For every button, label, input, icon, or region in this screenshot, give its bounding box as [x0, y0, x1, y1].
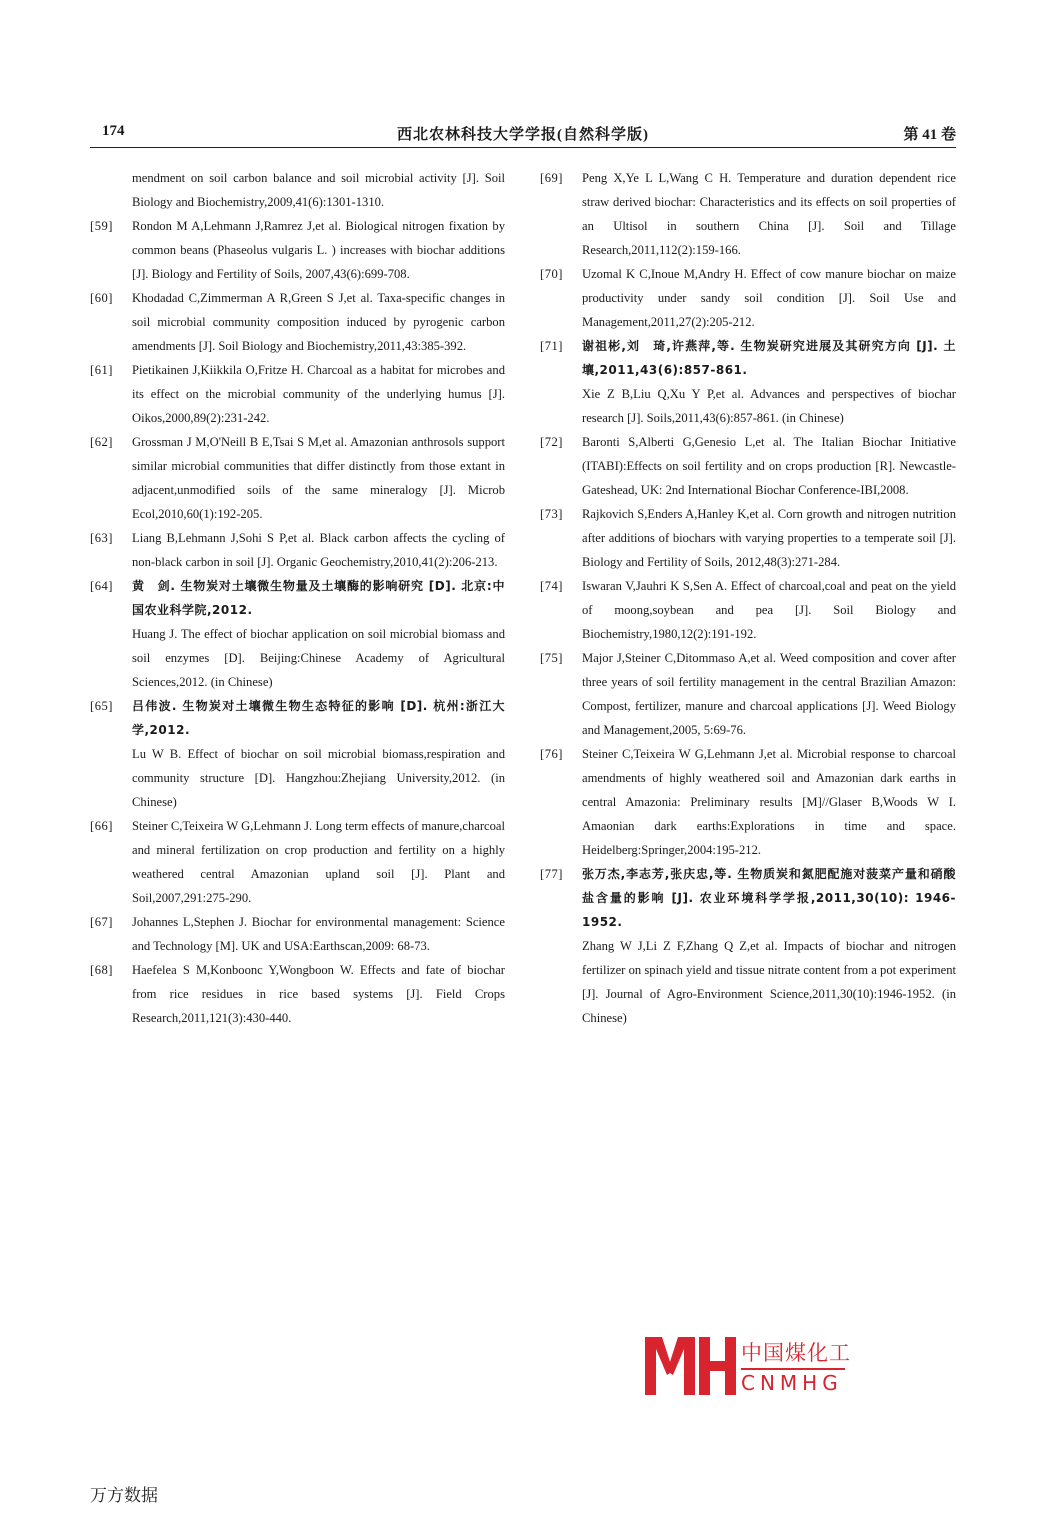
reference-entry — [90, 574, 505, 694]
reference-entry — [90, 430, 505, 526]
reference-number: [62] — [90, 435, 113, 449]
mh-logo-icon — [645, 1335, 737, 1397]
reference-entry — [540, 742, 956, 862]
reference-entry — [540, 862, 956, 1030]
reference-number: [74] — [540, 579, 563, 593]
reference-entry — [540, 166, 956, 262]
volume-label: 第 41 卷 — [903, 127, 956, 143]
reference-number: [64] — [90, 579, 113, 593]
reference-entry — [540, 646, 956, 742]
right-column — [540, 166, 956, 1030]
page-number: 174 — [102, 123, 125, 139]
reference-number: [70] — [540, 267, 563, 281]
reference-entry — [90, 694, 505, 814]
reference-number: [77] — [540, 867, 563, 881]
reference-entry — [90, 286, 505, 358]
reference-entry — [540, 502, 956, 574]
reference-entry — [90, 958, 505, 1030]
reference-number: [63] — [90, 531, 113, 545]
footer-watermark: 万方数据 — [90, 1486, 158, 1506]
logo-divider — [741, 1368, 845, 1370]
reference-entry — [540, 262, 956, 334]
reference-chinese-text: 吕伟波. 生物炭对土壤微生物生态特征的影响 [D]. 杭州:浙江大学,2012. — [132, 699, 505, 737]
reference-text: Baronti S,Alberti G,Genesio L,et al. The Italian Biochar Initiative (ITABI):Effects on soil fertility and on crops production [R]. Newcastle-Gateshead, UK: 2nd International Biochar Conference-IBI,2008. — [582, 435, 956, 497]
running-header — [90, 121, 956, 148]
reference-number: [76] — [540, 747, 563, 761]
reference-number: [73] — [540, 507, 563, 521]
reference-number: [69] — [540, 171, 563, 185]
reference-chinese-text: 黄 剑. 生物炭对土壤微生物量及土壤酶的影响研究 [D]. 北京:中国农业科学院,2012. — [132, 579, 505, 617]
reference-entry — [90, 526, 505, 574]
reference-text: Lu W B. Effect of biochar on soil microbial biomass,respiration and community structure [D]. Hangzhou:Zhejiang University,2012. (in Chinese) — [132, 747, 505, 809]
reference-text: Huang J. The effect of biochar application on soil microbial biomass and soil enzymes [D]. Beijing:Chinese Academy of Agricultural Sciences,2012. (in Chinese) — [132, 627, 505, 689]
reference-number: [71] — [540, 339, 563, 353]
reference-text: Steiner C,Teixeira W G,Lehmann J. Long term effects of manure,charcoal and mineral fertilization on crop production and fertility on a highly weathered central Amazonian upland soil [J]. Plant and Soil,2007,291:275-290. — [132, 819, 505, 905]
reference-entry — [90, 358, 505, 430]
reference-chinese-text: 谢祖彬,刘 琦,许燕萍,等. 生物炭研究进展及其研究方向 [J]. 土壤,2011,43(6):857-861. — [582, 339, 956, 377]
reference-text: Pietikainen J,Kiikkila O,Fritze H. Charcoal as a habitat for microbes and its effect on the microbial community of the underlying humus [J]. Oikos,2000,89(2):231-242. — [132, 363, 505, 425]
reference-continuation — [90, 166, 505, 214]
reference-text: Rajkovich S,Enders A,Hanley K,et al. Corn growth and nitrogen nutrition after additions of biochars with varying properties to a temperate soil [J]. Biology and Fertility of Soils, 2012,48(3):271-284. — [582, 507, 956, 569]
reference-entry — [90, 910, 505, 958]
left-column — [90, 166, 505, 1030]
reference-text: Iswaran V,Jauhri K S,Sen A. Effect of charcoal,coal and peat on the yield of moong,soybean and pea [J]. Soil Biology and Biochemistry,1980,12(2):191-192. — [582, 579, 956, 641]
reference-entry — [90, 814, 505, 910]
reference-text: mendment on soil carbon balance and soil microbial activity [J]. Soil Biology and Biochemistry,2009,41(6):1301-1310. — [132, 171, 505, 209]
reference-number: [67] — [90, 915, 113, 929]
reference-text: Rondon M A,Lehmann J,Ramrez J,et al. Biological nitrogen fixation by common beans (Phaseolus vulgaris L. ) increases with biochar additions [J]. Biology and Fertility of Soils, 2007,43(6):699-708. — [132, 219, 505, 281]
reference-chinese-text: 张万杰,李志芳,张庆忠,等. 生物质炭和氮肥配施对菠菜产量和硝酸盐含量的影响 [J]. 农业环境科学学报,2011,30(10): 1946-1952. — [582, 867, 956, 929]
reference-text: Uzomal K C,Inoue M,Andry H. Effect of cow manure biochar on maize productivity under sandy soil condition [J]. Soil Use and Management,2011,27(2):205-212. — [582, 267, 956, 329]
journal-title: 西北农林科技大学学报(自然科学版) — [397, 127, 649, 143]
reference-number: [59] — [90, 219, 113, 233]
reference-text: Haefelea S M,Konboonc Y,Wongboon W. Effects and fate of biochar from rice residues in rice based systems [J]. Field Crops Research,2011,121(3):430-440. — [132, 963, 505, 1025]
reference-entry — [90, 214, 505, 286]
reference-number: [72] — [540, 435, 563, 449]
reference-text: Steiner C,Teixeira W G,Lehmann J,et al. Microbial response to charcoal amendments of highly weathered soil and Amazonian dark earths in central Amazonia: Preliminary results [M]//Glaser B,Woods W I. Amaonian dark earths:Explorations in time and space. Heidelberg:Springer,2004:195-212. — [582, 747, 956, 857]
reference-entry — [540, 430, 956, 502]
reference-text: Liang B,Lehmann J,Sohi S P,et al. Black carbon affects the cycling of non-black carbon in soil [J]. Organic Geochemistry,2010,41(2):206-213. — [132, 531, 505, 569]
reference-entry — [540, 334, 956, 430]
logo-chinese-text: 中国煤化工 — [741, 1341, 851, 1365]
reference-number: [68] — [90, 963, 113, 977]
reference-text: Peng X,Ye L L,Wang C H. Temperature and duration dependent rice straw derived biochar: Characteristics and its effects on soil properties of an Ultisol in southern China [J]. Soil and Tillage Research,2011,112(2):159-166. — [582, 171, 956, 257]
reference-text: Xie Z B,Liu Q,Xu Y P,et al. Advances and perspectives of biochar research [J]. Soils,2011,43(6):857-861. (in Chinese) — [582, 387, 956, 425]
reference-number: [65] — [90, 699, 113, 713]
reference-text: Johannes L,Stephen J. Biochar for environmental management: Science and Technology [M]. UK and USA:Earthscan,2009: 68-73. — [132, 915, 505, 953]
cnmhg-logo — [645, 1335, 855, 1397]
reference-number: [60] — [90, 291, 113, 305]
reference-text: Major J,Steiner C,Ditommaso A,et al. Weed composition and cover after three years of soil fertility management in the central Brazilian Amazon: Compost, fertilizer, manure and charcoal applications [J]. Weed Biology and Management,2005, 5:69-76. — [582, 651, 956, 737]
logo-english-text: CNMHG — [741, 1371, 843, 1395]
reference-text: Zhang W J,Li Z F,Zhang Q Z,et al. Impacts of biochar and nitrogen fertilizer on spinach yield and tissue nitrate content from a pot experiment [J]. Journal of Agro-Environment Science,2011,30(10):1946-1952. (in Chinese) — [582, 939, 956, 1025]
reference-number: [61] — [90, 363, 113, 377]
reference-number: [66] — [90, 819, 113, 833]
reference-entry — [540, 574, 956, 646]
reference-text: Khodadad C,Zimmerman A R,Green S J,et al. Taxa-specific changes in soil microbial community composition induced by pyrogenic carbon amendments [J]. Soil Biology and Biochemistry,2011,43:385-392. — [132, 291, 505, 353]
reference-number: [75] — [540, 651, 563, 665]
reference-text: Grossman J M,O'Neill B E,Tsai S M,et al. Amazonian anthrosols support similar microbial communities that differ distinctly from those extant in adjacent,unmodified soils of the same mineralogy [J]. Microb Ecol,2010,60(1):192-205. — [132, 435, 505, 521]
